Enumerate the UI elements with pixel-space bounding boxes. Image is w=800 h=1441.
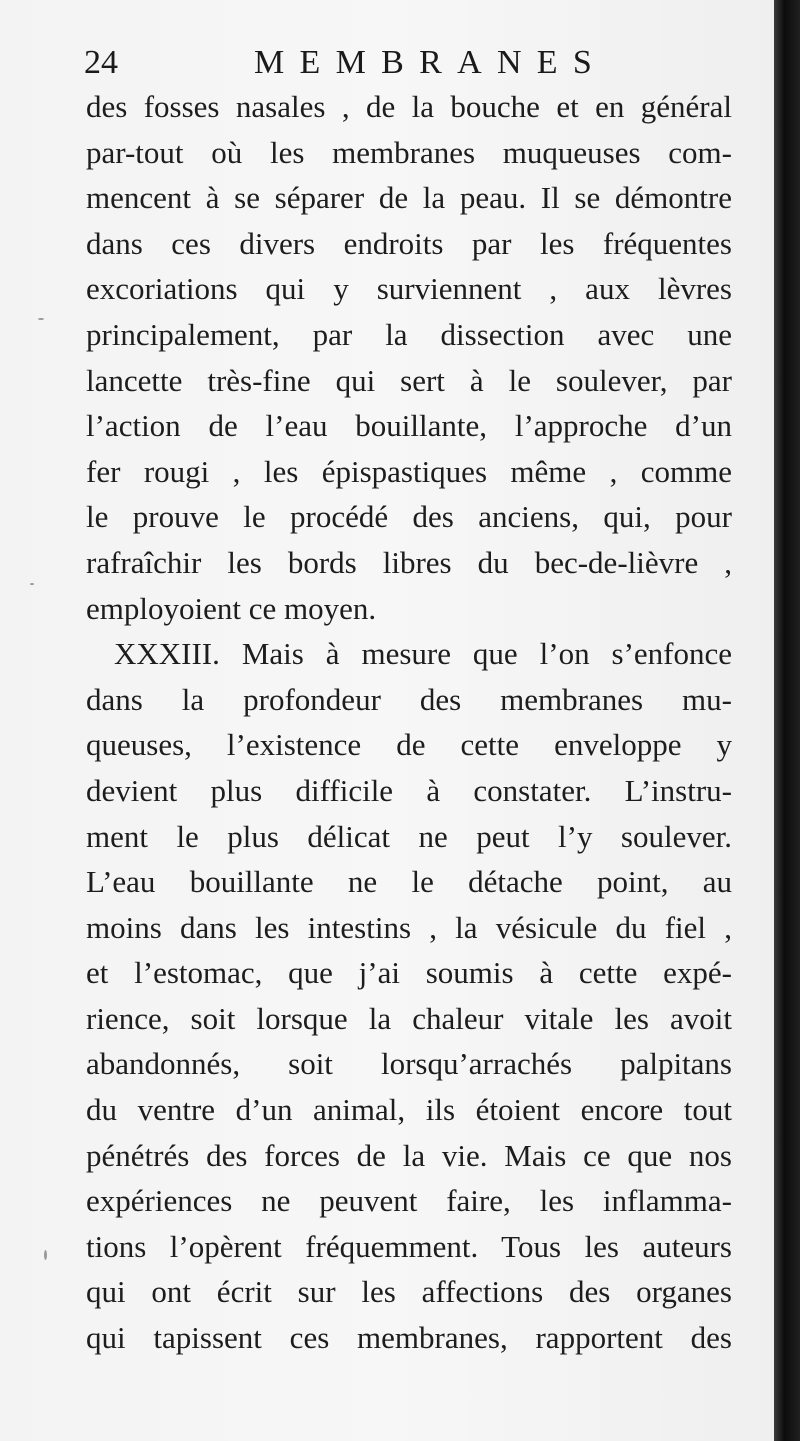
text-line: le prouve le procédé des anciens, qui, pour bbox=[86, 499, 732, 535]
text-line: qui tapissent ces membranes, rapportent des bbox=[86, 1320, 732, 1356]
text-line: queuses, l’existence de cette enveloppe y bbox=[86, 727, 732, 763]
text-line: tions l’opèrent fréquemment. Tous les auteurs bbox=[86, 1228, 732, 1264]
text-line: ment le plus délicat ne peut l’y soulever. bbox=[86, 818, 732, 854]
text-line: XXXIII. Mais à mesure que l’on s’enfonce bbox=[114, 636, 732, 672]
text-line: principalement, par la dissection avec une bbox=[86, 316, 732, 352]
page-header bbox=[84, 38, 734, 88]
text-line: par-tout où les membranes muqueuses com- bbox=[86, 134, 732, 170]
text-line: l’action de l’eau bouillante, l’approche d’un bbox=[86, 408, 732, 444]
text-line: employoient ce moyen. bbox=[86, 590, 377, 626]
text-line: dans ces divers endroits par les fréquentes bbox=[86, 225, 732, 261]
paper-speck bbox=[30, 583, 34, 585]
text-line: fer rougi , les épispastiques même , comme bbox=[86, 453, 732, 489]
text-line: lancette très-fine qui sert à le soulever, par bbox=[86, 362, 732, 398]
text-line: rience, soit lorsque la chaleur vitale les avoit bbox=[86, 1000, 732, 1036]
body-text bbox=[86, 84, 732, 1361]
text-line: L’eau bouillante ne le détache point, au bbox=[86, 864, 732, 900]
text-line: dans la profondeur des membranes mu- bbox=[86, 681, 732, 717]
text-line: pénétrés des forces de la vie. Mais ce que nos bbox=[86, 1137, 732, 1173]
running-title: MEMBRANES bbox=[254, 44, 608, 81]
text-line: du ventre d’un animal, ils étoient encore tout bbox=[86, 1092, 732, 1128]
text-line: et l’estomac, que j’ai soumis à cette expé- bbox=[86, 955, 732, 991]
paper-speck bbox=[38, 318, 44, 320]
text-line: moins dans les intestins , la vésicule du fiel , bbox=[86, 909, 732, 945]
text-line: excoriations qui y surviennent , aux lèvres bbox=[86, 271, 732, 307]
text-line: rafraîchir les bords libres du bec-de-lièvre , bbox=[86, 544, 732, 580]
text-line: devient plus difficile à constater. L’instru- bbox=[86, 772, 732, 808]
text-line: des fosses nasales , de la bouche et en général bbox=[86, 89, 732, 124]
page-number: 24 bbox=[84, 44, 118, 81]
text-line: abandonnés, soit lorsqu’arrachés palpitans bbox=[86, 1046, 732, 1082]
text-line: mencent à se séparer de la peau. Il se démontre bbox=[86, 180, 732, 216]
paper-speck bbox=[44, 1250, 47, 1260]
text-line: expériences ne peuvent faire, les inflamma- bbox=[86, 1183, 732, 1219]
book-spine-shadow bbox=[774, 0, 800, 1441]
text-line: qui ont écrit sur les affections des organes bbox=[86, 1274, 732, 1310]
